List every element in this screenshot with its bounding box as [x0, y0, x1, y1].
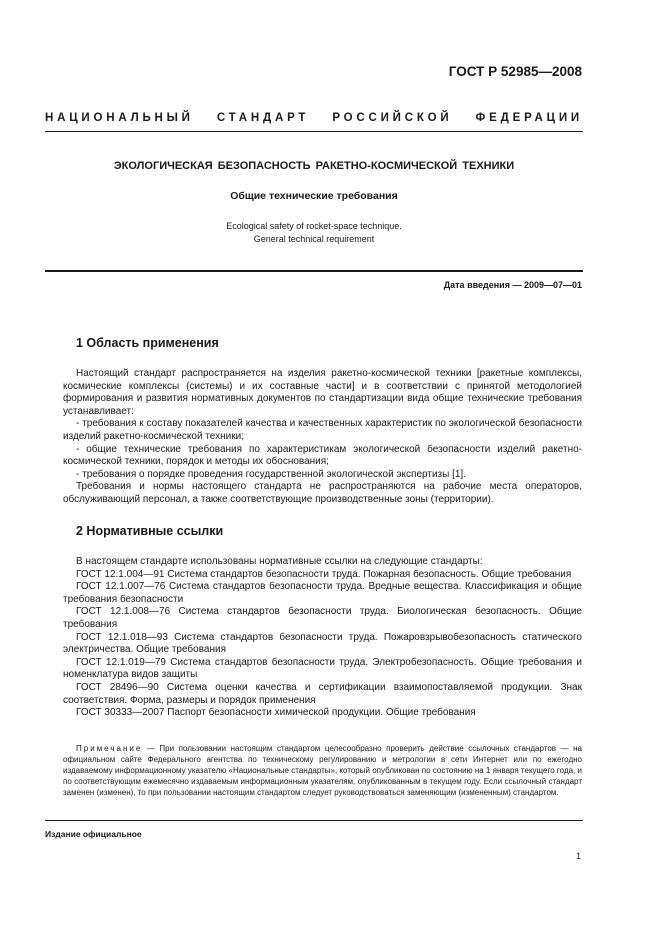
edition-label: Издание официальное: [45, 829, 142, 839]
section-references-text: [63, 556, 582, 720]
paragraph: - требования к составу показателей качества и качественных характеристик по экологической безопасности изделий ракетно-космической техники;: [63, 418, 582, 442]
document-subtitle: Общие технические требования: [230, 190, 398, 202]
national-word: РОССИЙСКОЙ: [332, 112, 453, 124]
note-text: — При пользовании настоящим стандартом целесообразно проверить действие ссылочных стандартов — на официальном сайте Федерального агентства по техническому регулированию и метрологии в сети Интернет или по ежегодно издаваемому информационному указателю «Национальные стандарты», который опубликован по состоянию на 1 января текущего года, и по соответствующим ежемесячно издаваемым информационным указателям, опубликованным в текущем году. Если ссылочный стандарт заменен (изменен), то при пользовании настоящим стандартом следует руководствоваться заменяющим (измененным) стандартом.: [63, 744, 582, 797]
title-divider: [45, 270, 583, 272]
section-heading-references: 2 Нормативные ссылки: [76, 524, 224, 538]
document-title: ЭКОЛОГИЧЕСКАЯ БЕЗОПАСНОСТЬ РАКЕТНО-КОСМИЧЕСКОЙ ТЕХНИКИ: [113, 160, 515, 172]
reference-item: ГОСТ 12.1.004—91 Система стандартов безопасности труда. Пожарная безопасность. Общие требования: [76, 568, 572, 580]
national-word: СТАНДАРТ: [216, 112, 310, 124]
document-number: ГОСТ Р 52985—2008: [448, 64, 582, 79]
national-word: ФЕДЕРАЦИИ: [475, 112, 583, 124]
note-label: Примечание: [76, 744, 143, 753]
page-number: 1: [575, 851, 581, 861]
english-title-line: General technical requirement: [253, 234, 375, 244]
reference-item: ГОСТ 12.1.008—76 Система стандартов безопасности труда. Биологическая безопасность. Общие требования: [63, 606, 582, 630]
note-paragraph: [63, 744, 582, 799]
paragraph: Настоящий стандарт распространяется на изделия ракетно-космической техники [ракетные комплексы, космические комплексы (системы) и их составные части] и в соответствии с принятой методологией формирования и развития нормативных документов по стандартизации вида общие технические требования устанавливает:: [63, 368, 582, 417]
national-word: НАЦИОНАЛЬНЫЙ: [45, 112, 194, 124]
header-divider: [45, 131, 583, 132]
reference-item: ГОСТ 12.1.018—93 Система стандартов безопасности труда. Пожаровзрывобезопасность статического электричества. Общие требования: [63, 631, 582, 656]
paragraph: - общие технические требования по характеристикам экологической безопасности изделий ракетно-космической техники, порядок и методы их обоснования;: [63, 443, 582, 468]
section-heading-scope: 1 Область применения: [76, 336, 219, 350]
paragraph: Требования и нормы настоящего стандарта не распространяются на рабочие места операторов, обслуживающий персонал, а также соответствующие производственные зоны (территории).: [63, 481, 582, 505]
paragraph: - требования о порядке проведения государственной экологической экспертизы [1].: [76, 468, 466, 480]
section-scope-text: [63, 368, 582, 507]
paragraph: В настоящем стандарте использованы нормативные ссылки на следующие стандарты:: [76, 556, 483, 567]
introduction-date: Дата введения — 2009—07—01: [443, 280, 582, 290]
reference-item: ГОСТ 30333—2007 Паспорт безопасности химической продукции. Общие требования: [76, 707, 476, 719]
note: [63, 744, 582, 799]
national-standard-header: [45, 112, 583, 124]
reference-item: ГОСТ 28496—90 Система оценки качества и сертификации взаимопоставляемой продукции. Знак соответствия. Форма, размеры и порядок применения: [63, 681, 582, 706]
english-title: [45, 220, 583, 246]
english-title-line: Ecological safety of rocket-space technique.: [226, 221, 402, 231]
footer-divider: [45, 820, 583, 821]
reference-item: ГОСТ 12.1.007—76 Система стандартов безопасности труда. Вредные вещества. Классификация и общие требования безопасности: [63, 581, 582, 605]
reference-item: ГОСТ 12.1.019—79 Система стандартов безопасности труда. Электробезопасность. Общие требования и номенклатура видов защиты: [63, 656, 582, 681]
